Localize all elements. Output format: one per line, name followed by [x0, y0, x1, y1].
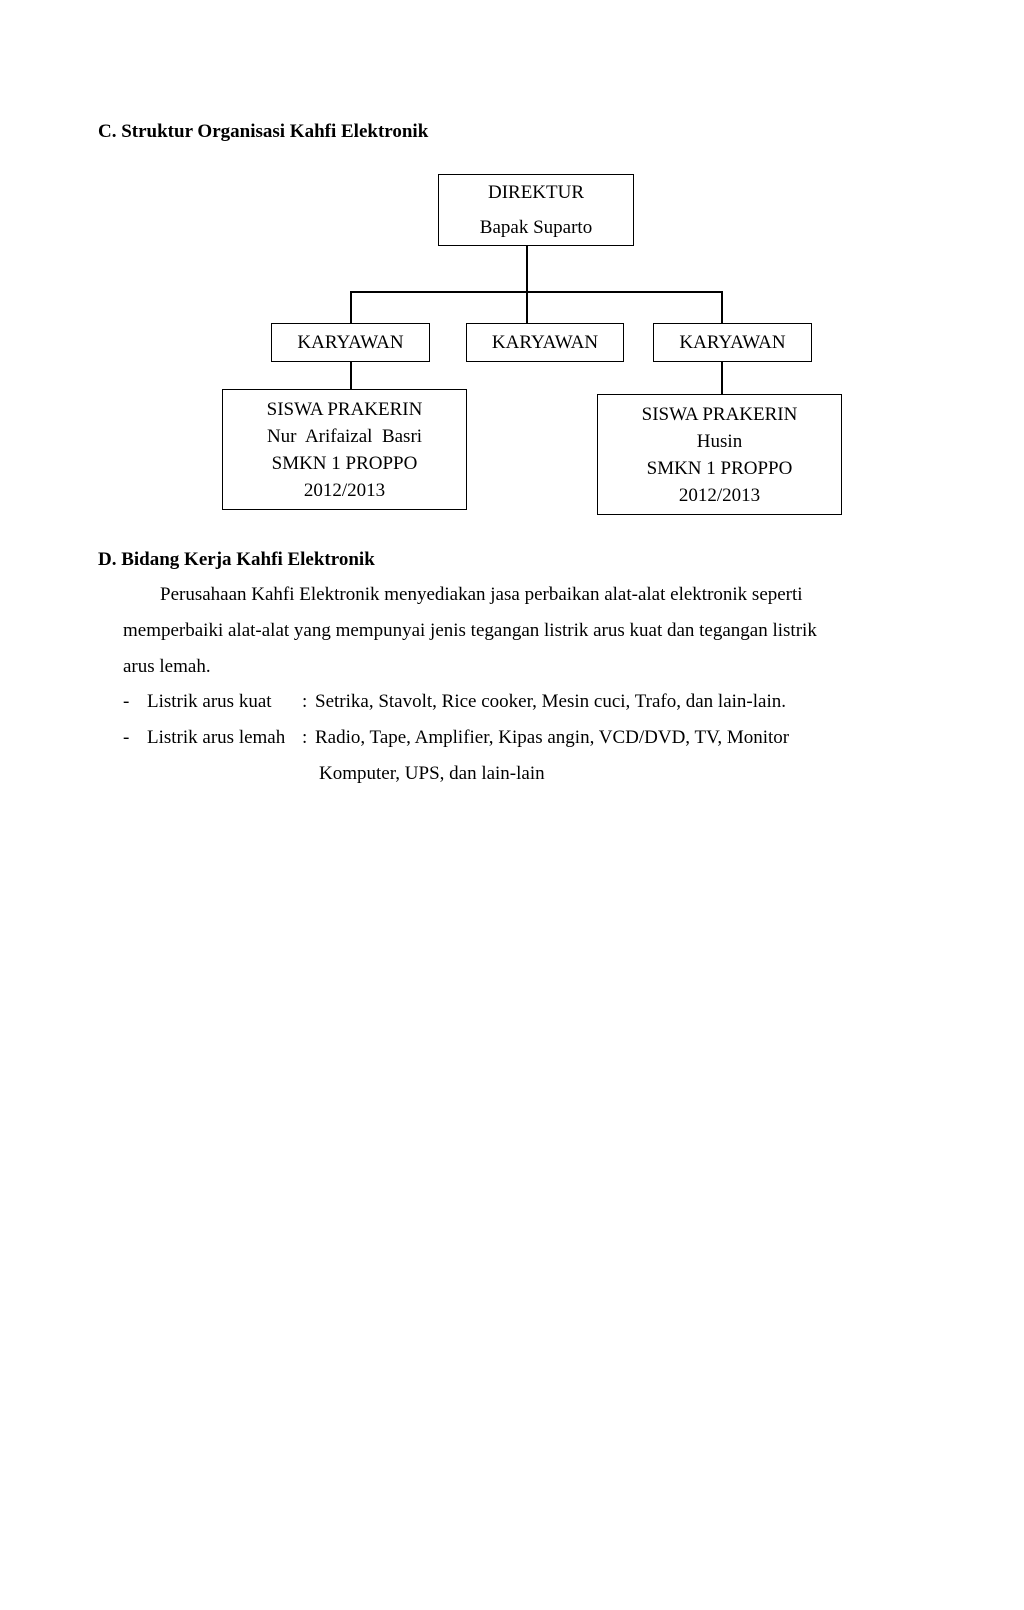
list-label: Listrik arus lemah: [147, 727, 286, 748]
employee-box-3: [653, 323, 812, 362]
list-label: Listrik arus kuat: [147, 691, 272, 712]
section-c-heading: C. Struktur Organisasi Kahfi Elektronik: [98, 121, 429, 142]
connector-employee-1: [350, 291, 352, 324]
list-bullet: -: [123, 727, 130, 748]
list-separator: :: [302, 691, 308, 712]
intern-role: SISWA PRAKERIN: [266, 398, 423, 420]
section-d-heading: D. Bidang Kerja Kahfi Elektronik: [98, 549, 375, 570]
intern-year: 2012/2013: [678, 484, 761, 506]
list-content-line: Radio, Tape, Amplifier, Kipas angin, VCD/DVD, TV, Monitor: [315, 727, 790, 748]
connector-director-down: [526, 245, 528, 292]
connector-employee-2: [526, 291, 528, 324]
director-name: Bapak Suparto: [479, 217, 593, 238]
intern-box-2: [597, 394, 842, 515]
intern-name: Nur Arifaizal Basri: [266, 425, 423, 447]
intern-name: Husin: [696, 430, 743, 452]
intern-school: SMKN 1 PROPPO: [271, 452, 418, 474]
employee-label: KARYAWAN: [491, 332, 599, 353]
paragraph-line-3: arus lemah.: [123, 656, 211, 677]
employee-box-1: [271, 323, 430, 362]
director-title: DIREKTUR: [487, 182, 585, 203]
intern-role: SISWA PRAKERIN: [641, 403, 798, 425]
list-content-line: Setrika, Stavolt, Rice cooker, Mesin cuci, Trafo, dan lain-lain.: [315, 691, 786, 712]
paragraph-line-2: memperbaiki alat-alat yang mempunyai jenis tegangan listrik arus kuat dan tegangan listrik: [123, 620, 817, 641]
director-box: [438, 174, 634, 246]
intern-year: 2012/2013: [303, 479, 386, 501]
connector-horizontal: [350, 291, 722, 293]
employee-box-2: [466, 323, 624, 362]
list-separator: :: [302, 727, 308, 748]
employee-label: KARYAWAN: [679, 332, 786, 353]
connector-intern-2: [721, 361, 723, 395]
connector-intern-1: [350, 361, 352, 390]
intern-school: SMKN 1 PROPPO: [646, 457, 793, 479]
paragraph-line-1: Perusahaan Kahfi Elektronik menyediakan jasa perbaikan alat-alat elektronik seperti: [160, 584, 803, 605]
employee-label: KARYAWAN: [297, 332, 404, 353]
connector-employee-3: [721, 291, 723, 324]
intern-box-1: [222, 389, 467, 510]
list-bullet: -: [123, 691, 130, 712]
list-content-line: Komputer, UPS, dan lain-lain: [319, 763, 545, 784]
